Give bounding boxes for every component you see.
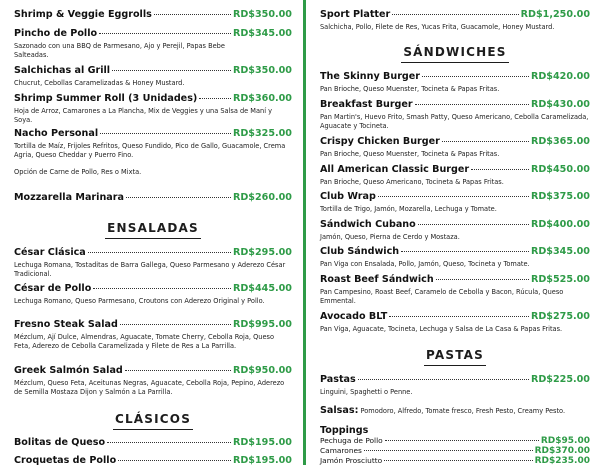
leader-dots: [422, 76, 529, 77]
item-note: Opción de Carne de Pollo, Res o Mixta.: [14, 168, 142, 176]
menu-item: [320, 191, 590, 214]
item-name: Shrimp & Veggie Eggrolls: [14, 9, 152, 20]
leader-dots: [99, 33, 231, 34]
menu-item: [14, 192, 292, 205]
section-title-clasicos: CLÁSICOS: [14, 412, 292, 430]
leader-dots: [93, 288, 231, 289]
leader-dots: [389, 316, 529, 317]
menu-item: [14, 247, 292, 279]
leader-dots: [120, 324, 231, 325]
leader-dots: [125, 370, 231, 371]
item-price: RD$1,250.00: [520, 9, 590, 20]
item-name: Club Sándwich: [320, 246, 400, 257]
item-price: RD$295.00: [232, 247, 292, 258]
item-description: Lechuga Romano, Queso Parmesano, Croutons con Aderezo Original y Pollo.: [14, 297, 265, 305]
menu-item: [320, 311, 590, 334]
item-name: Shrimp Summer Roll (3 Unidades): [14, 93, 198, 104]
item-name: All American Classic Burger: [320, 164, 470, 175]
menu-item: [14, 455, 292, 468]
section-title-ensaladas: ENSALADAS: [14, 221, 292, 239]
item-description: Hoja de Arroz, Camarones a La Plancha, Mix de Veggies y una Salsa de Maní y Soya.: [14, 107, 273, 124]
leader-dots: [385, 440, 539, 441]
item-name: Crispy Chicken Burger: [320, 136, 440, 147]
item-price: RD$350.00: [232, 9, 292, 20]
leader-dots: [118, 460, 231, 461]
item-description: Jamón, Queso, Pierna de Cerdo y Mostaza.: [320, 233, 460, 241]
item-description: Pan Viga, Aguacate, Tocineta, Lechuga y Salsa de La Casa & Papas Fritas.: [320, 325, 563, 333]
section-title-pastas: PASTAS: [320, 348, 590, 366]
leader-dots: [471, 169, 529, 170]
leader-dots: [401, 251, 529, 252]
item-price: RD$995.00: [232, 319, 292, 330]
column-divider: [303, 0, 306, 465]
menu-item: [14, 437, 292, 450]
item-name: Breakfast Burger: [320, 99, 413, 110]
item-description: Linguini, Spaghetti o Penne.: [320, 388, 413, 396]
item-price: RD$195.00: [232, 437, 292, 448]
item-description: Sazonado con una BBQ de Parmesano, Ajo y Perejil, Papas Bebe Salteadas.: [14, 42, 225, 59]
leader-dots: [100, 133, 231, 134]
item-description: Chucrut, Cebollas Caramelizadas & Honey Mustard.: [14, 79, 185, 87]
menu-item: [320, 9, 590, 32]
leader-dots: [154, 14, 231, 15]
item-price: RD$365.00: [530, 136, 590, 147]
menu-item: [14, 283, 292, 306]
item-description: Salchicha, Pollo, Filete de Res, Yucas Frita, Guacamole, Honey Mustard.: [320, 23, 555, 31]
leader-dots: [418, 224, 529, 225]
item-name: Salchichas al Grill: [14, 65, 111, 76]
item-name: César de Pollo: [14, 283, 92, 294]
leader-dots: [199, 98, 231, 99]
item-name: Croquetas de Pollo: [14, 455, 117, 466]
menu-item: [320, 219, 590, 242]
item-name: Greek Salmón Salad: [14, 365, 123, 376]
item-price: RD$445.00: [232, 283, 292, 294]
item-price: RD$525.00: [530, 274, 590, 285]
salsas-text: Pomodoro, Alfredo, Tomate fresco, Fresh Pesto, Creamy Pesto.: [360, 407, 566, 415]
item-price: RD$360.00: [232, 93, 292, 104]
salsas-label: Salsas:: [320, 405, 359, 416]
item-name: Bolitas de Queso: [14, 437, 106, 448]
item-name: The Skinny Burger: [320, 71, 421, 82]
leader-dots: [436, 279, 529, 280]
item-name: Pincho de Pollo: [14, 28, 98, 39]
item-description: Tortilla de Trigo, Jamón, Mozarella, Lechuga y Tomate.: [320, 205, 497, 213]
leader-dots: [358, 379, 529, 380]
menu-item: [320, 274, 590, 306]
menu-item: [14, 128, 292, 160]
topping-name: Jamón Prosciutto: [320, 456, 383, 465]
item-description: Mézclum, Ají Dulce, Almendras, Aguacate, Tomate Cherry, Cebolla Roja, Queso Feta, Aderezo de Cebolla Caramelizada y Filete de Res a La Parrilla.: [14, 333, 275, 350]
topping-row: [320, 446, 590, 456]
topping-price: RD$370.00: [534, 446, 590, 456]
item-description: Pan Martin's, Huevo Frito, Smash Patty, Queso Americano, Cebolla Caramelizada, Aguacate y Tocineta.: [320, 113, 589, 130]
item-price: RD$195.00: [232, 455, 292, 466]
menu-item: [14, 9, 292, 22]
item-name: Fresno Steak Salad: [14, 319, 118, 330]
item-price: RD$350.00: [232, 65, 292, 76]
item-price: RD$275.00: [530, 311, 590, 322]
salsas-line: [320, 405, 590, 416]
item-price: RD$225.00: [530, 374, 590, 385]
leader-dots: [415, 104, 529, 105]
topping-name: Pechuga de Pollo: [320, 436, 383, 445]
item-price: RD$325.00: [232, 128, 292, 139]
item-price: RD$400.00: [530, 219, 590, 230]
menu-item: [320, 99, 590, 131]
menu-item: [320, 374, 590, 397]
menu-item: [14, 365, 292, 397]
item-name: Club Wrap: [320, 191, 376, 202]
item-price: RD$450.00: [530, 164, 590, 175]
menu-item: [14, 93, 292, 125]
menu-item: [320, 71, 590, 94]
menu-item: [14, 319, 292, 351]
section-title-sandwiches: SÁNDWICHES: [320, 45, 590, 63]
item-name: Sándwich Cubano: [320, 219, 416, 230]
leader-dots: [107, 442, 231, 443]
topping-row: [320, 436, 590, 446]
item-price: RD$430.00: [530, 99, 590, 110]
item-name: Avocado BLT: [320, 311, 388, 322]
item-price: RD$375.00: [530, 191, 590, 202]
leader-dots: [364, 450, 533, 451]
menu-item: [320, 164, 590, 187]
menu-item: [320, 136, 590, 159]
item-description: Pan Viga con Ensalada, Pollo, Jamón, Queso, Tocineta y Tomate.: [320, 260, 530, 268]
item-description: Pan Brioche, Queso Muenster, Tocineta & Papas Fritas.: [320, 85, 500, 93]
item-price: RD$260.00: [232, 192, 292, 203]
item-name: César Clásica: [14, 247, 86, 258]
leader-dots: [88, 252, 231, 253]
leader-dots: [392, 14, 518, 15]
item-price: RD$345.00: [530, 246, 590, 257]
leader-dots: [384, 460, 532, 461]
item-name: Mozzarella Marinara: [14, 192, 124, 203]
item-name: Roast Beef Sándwich: [320, 274, 434, 285]
topping-price: RD$95.00: [540, 436, 590, 446]
leader-dots: [112, 70, 231, 71]
toppings-title: Toppings: [320, 425, 369, 436]
menu-item: [320, 246, 590, 269]
topping-price: RD$235.00: [534, 456, 590, 466]
leader-dots: [378, 196, 529, 197]
item-description: Lechuga Romana, Tostaditas de Barra Gallega, Queso Parmesano y Aderezo César Tradicional.: [14, 261, 286, 278]
item-price: RD$950.00: [232, 365, 292, 376]
menu-item: [14, 65, 292, 88]
item-description: Mézclum, Queso Feta, Aceitunas Negras, Aguacate, Cebolla Roja, Pepino, Aderezo de Semilla Mostaza Dijon y Salmón a La Parrilla.: [14, 379, 285, 396]
leader-dots: [442, 141, 529, 142]
leader-dots: [126, 197, 231, 198]
item-description: Tortilla de Maíz, Frijoles Refritos, Queso Fundido, Pico de Gallo, Guacamole, Crema Agria, Queso Cheddar y Puerro Fino.: [14, 142, 286, 159]
item-name: Pastas: [320, 374, 356, 385]
menu-item: [14, 28, 292, 60]
item-description: Pan Brioche, Queso Muenster, Tocineta & Papas Fritas.: [320, 150, 500, 158]
item-price: RD$345.00: [232, 28, 292, 39]
item-description: Pan Campesino, Roast Beef, Caramelo de Cebolla y Bacon, Rúcula, Queso Emmental.: [320, 288, 564, 305]
topping-name: Camarones: [320, 446, 362, 455]
item-name: Sport Platter: [320, 9, 391, 20]
item-price: RD$420.00: [530, 71, 590, 82]
item-name: Nacho Personal: [14, 128, 99, 139]
item-description: Pan Brioche, Queso Americano, Tocineta & Papas Fritas.: [320, 178, 504, 186]
